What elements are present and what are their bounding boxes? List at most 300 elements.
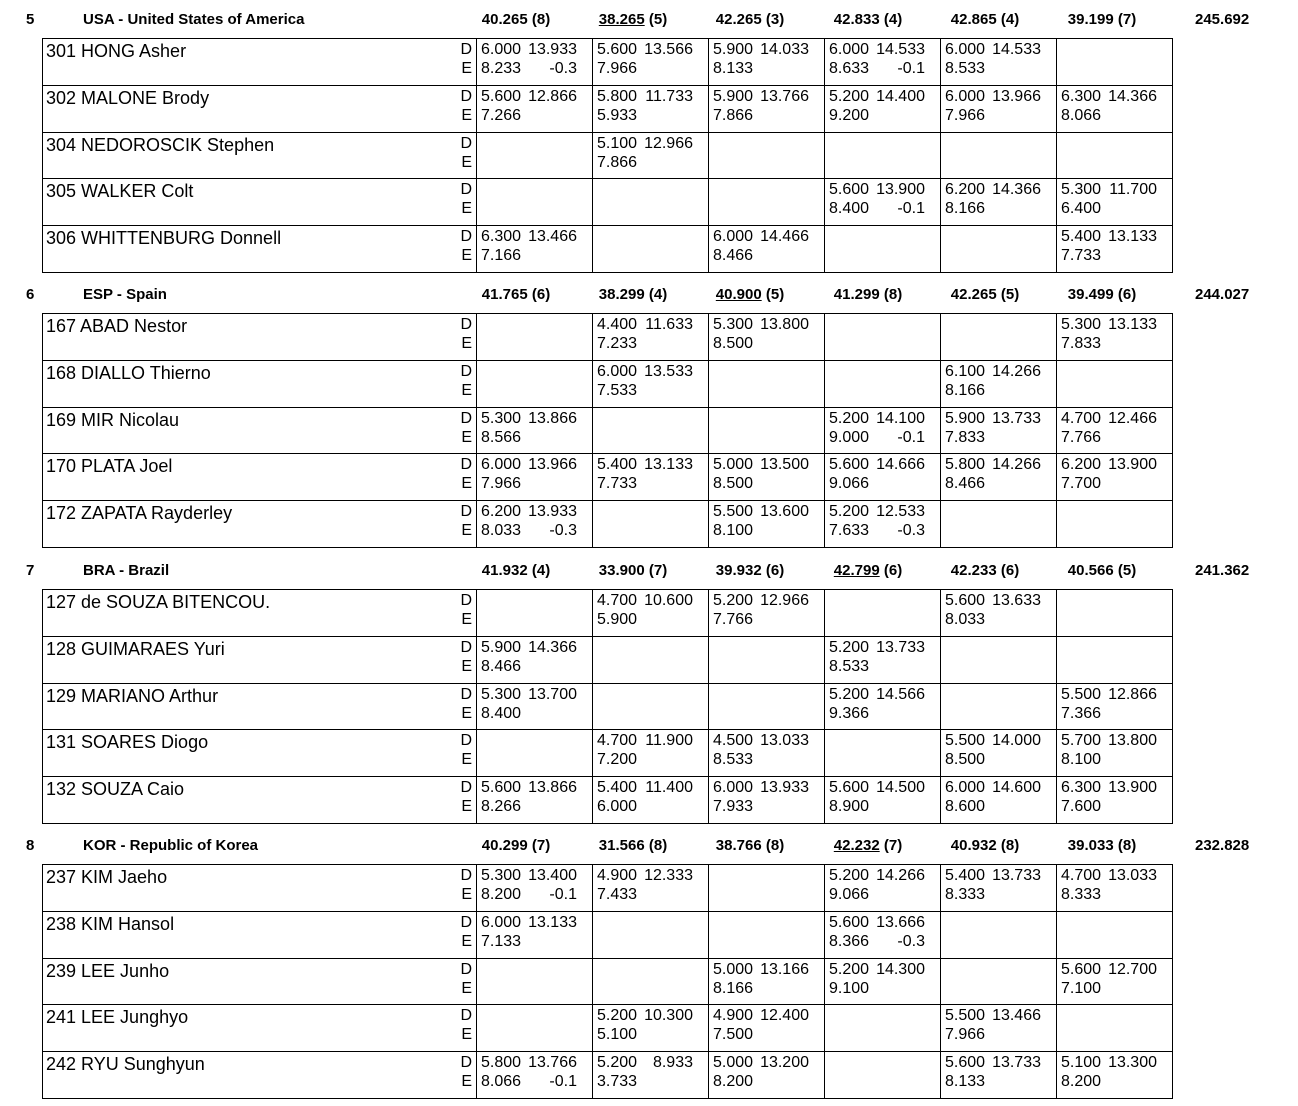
e-score: 7.266: [481, 106, 522, 124]
apparatus-total: [1047, 11, 1157, 28]
score-cell: [941, 636, 1057, 683]
final-score: 12.400: [760, 1007, 809, 1025]
final-score: 13.866: [528, 409, 577, 427]
penalty: [1105, 474, 1157, 493]
score-cell: [477, 683, 593, 730]
score-line-e: [829, 885, 940, 904]
e-score: 7.500: [713, 1026, 754, 1044]
penalty: [757, 106, 809, 125]
final-score: 12.333: [644, 867, 693, 884]
score-line-d: [945, 731, 1056, 750]
apparatus-score: 40.566: [1067, 562, 1114, 579]
team-header: [0, 826, 1298, 864]
d-score: 6.000: [945, 779, 986, 797]
e-score: 7.933: [713, 798, 754, 816]
score-line-d: [945, 40, 1056, 59]
score-line-d: [481, 502, 592, 521]
apparatus-score: 42.265: [715, 11, 762, 28]
d-label: D: [460, 409, 472, 427]
apparatus-rank: (4): [648, 286, 668, 303]
apparatus-score: 38.766: [715, 837, 762, 854]
e-score: 8.266: [481, 798, 522, 816]
score-cell: [593, 777, 709, 824]
penalty: [525, 704, 577, 723]
apparatus-total: [930, 562, 1040, 579]
score-cell: [941, 590, 1057, 637]
de-labels: [456, 590, 477, 637]
e-score: 7.833: [945, 428, 986, 446]
score-line-e: [481, 657, 592, 676]
final-score: 13.966: [992, 87, 1041, 105]
penalty: [1105, 750, 1157, 769]
score-cell: [941, 777, 1057, 824]
d-label: D: [460, 134, 472, 152]
score-line-e: [1061, 334, 1172, 353]
penalty: [641, 381, 693, 400]
final-score: 14.300: [876, 960, 925, 978]
score-cell: [593, 958, 709, 1005]
e-label: E: [461, 200, 472, 218]
final-score: 14.366: [1108, 87, 1157, 105]
final-score: 13.700: [528, 685, 577, 703]
score-line-e: [481, 704, 592, 723]
score-cell: [941, 1052, 1057, 1099]
e-score: 7.766: [1061, 428, 1102, 446]
apparatus-rank: (4): [531, 562, 551, 579]
score-line-e: [945, 381, 1056, 400]
e-label: E: [461, 335, 472, 352]
score-cell: [593, 226, 709, 273]
apparatus-rank: (7): [648, 562, 668, 579]
penalty: [525, 797, 577, 816]
e-score: 7.433: [597, 886, 638, 903]
team-block: [0, 275, 1298, 540]
e-label: E: [461, 475, 472, 493]
score-line-d: [713, 1053, 824, 1072]
penalty: [757, 59, 809, 78]
score-line-e: [1061, 750, 1172, 769]
score-cell: [1057, 360, 1173, 407]
score-line-e: [481, 474, 592, 493]
score-line-e: [481, 59, 592, 78]
apparatus-total: [461, 837, 571, 854]
d-score: 6.000: [713, 779, 754, 797]
score-line-d: [1061, 315, 1172, 334]
apparatus-score: 38.265: [598, 11, 645, 28]
e-score: 8.900: [829, 798, 870, 816]
de-labels: [456, 407, 477, 454]
score-cell: [1057, 590, 1173, 637]
e-score: 8.533: [945, 60, 986, 77]
score-cell: [593, 314, 709, 361]
team-header: [0, 551, 1298, 589]
apparatus-rank: (6): [765, 562, 785, 579]
score-cell: [477, 179, 593, 226]
penalty: [989, 381, 1041, 400]
final-score: 12.866: [1108, 685, 1157, 703]
apparatus-score: 40.900: [715, 286, 762, 303]
score-cell: [941, 730, 1057, 777]
team-rank: 7: [26, 562, 35, 579]
team-rank: 6: [26, 286, 35, 303]
d-score: 5.800: [945, 456, 986, 474]
athlete-name: 306 WHITTENBURG Donnell: [43, 226, 457, 273]
score-cell: [941, 132, 1057, 179]
apparatus-score: 40.265: [481, 11, 528, 28]
score-line-e: [945, 610, 1056, 629]
score-cell: [593, 590, 709, 637]
apparatus-rank: (5): [1117, 562, 1137, 579]
score-line-e: [597, 797, 708, 816]
e-score: 5.933: [597, 106, 638, 124]
d-score: 4.700: [1061, 409, 1102, 427]
score-cell: [1057, 911, 1173, 958]
final-score: 14.533: [876, 41, 925, 58]
score-cell: [709, 1005, 825, 1052]
penalty: [757, 1025, 809, 1044]
score-cell: [1057, 865, 1173, 912]
apparatus-rank: (4): [883, 11, 903, 28]
score-cell: [477, 85, 593, 132]
score-line-d: [1061, 866, 1172, 885]
d-label: D: [460, 456, 472, 474]
score-cell: [1057, 39, 1173, 86]
score-line-e: [1061, 797, 1172, 816]
score-cell: [1057, 1052, 1173, 1099]
e-score: 8.166: [945, 381, 986, 399]
score-line-d: [713, 960, 824, 979]
score-line-d: [597, 87, 708, 106]
apparatus-rank: (7): [1117, 11, 1137, 28]
score-line-e: [1061, 199, 1172, 218]
penalty: [989, 428, 1041, 447]
penalty: -0.3: [549, 522, 577, 540]
score-line-d: [713, 40, 824, 59]
apparatus-total: [578, 11, 688, 28]
d-score: 5.200: [829, 409, 870, 427]
score-line-e: [481, 106, 592, 125]
final-score: 14.266: [992, 456, 1041, 474]
apparatus-rank: (7): [531, 837, 551, 854]
table-row: [43, 730, 1173, 777]
score-line-d: [1061, 731, 1172, 750]
e-score: 7.966: [945, 1026, 986, 1044]
score-line-e: [945, 1025, 1056, 1044]
penalty: [641, 885, 693, 904]
athlete-name: 239 LEE Junho: [43, 958, 457, 1005]
penalty: [757, 1072, 809, 1091]
score-cell: [825, 683, 941, 730]
team-total: 245.692: [1195, 11, 1250, 28]
e-score: 7.233: [597, 335, 638, 352]
score-cell: [593, 360, 709, 407]
score-cell: [709, 226, 825, 273]
score-cell: [477, 730, 593, 777]
score-line-e: [597, 474, 708, 493]
score-cell: [593, 636, 709, 683]
score-line-d: [829, 960, 940, 979]
score-line-d: [829, 685, 940, 704]
penalty: [757, 797, 809, 816]
final-score: 14.400: [876, 87, 925, 105]
penalty: [641, 106, 693, 125]
d-score: 5.000: [713, 456, 754, 474]
score-cell: [825, 407, 941, 454]
score-line-e: [829, 932, 940, 951]
de-labels: [456, 454, 477, 501]
score-line-d: [945, 1006, 1056, 1025]
penalty: [525, 474, 577, 493]
score-line-e: [945, 750, 1056, 769]
apparatus-score: 40.932: [950, 837, 997, 854]
final-score: 13.200: [760, 1054, 809, 1072]
d-score: 5.600: [829, 456, 870, 474]
penalty: [989, 797, 1041, 816]
table-row: [43, 590, 1173, 637]
final-score: 13.866: [528, 779, 577, 797]
score-cell: [1057, 636, 1173, 683]
team-total: 241.362: [1195, 562, 1250, 579]
score-cell: [593, 1005, 709, 1052]
d-score: 5.500: [1061, 685, 1102, 703]
athlete-name: 237 KIM Jaeho: [43, 865, 457, 912]
athlete-name: 170 PLATA Joel: [43, 454, 457, 501]
score-line-d: [713, 87, 824, 106]
final-score: 14.000: [992, 732, 1041, 750]
penalty: [641, 1072, 693, 1091]
score-line-d: [1061, 409, 1172, 428]
apparatus-rank: (4): [1000, 11, 1020, 28]
score-line-e: [597, 1025, 708, 1044]
team-block: [0, 551, 1298, 816]
score-cell: [941, 314, 1057, 361]
score-line-d: [1061, 1053, 1172, 1072]
athlete-name: 131 SOARES Diogo: [43, 730, 457, 777]
d-score: 5.400: [1061, 228, 1102, 246]
score-line-e: [481, 1072, 592, 1091]
score-line-e: [713, 797, 824, 816]
e-score: 7.533: [597, 381, 638, 399]
final-score: 13.966: [528, 456, 577, 474]
apparatus-total: [695, 11, 805, 28]
d-label: D: [460, 867, 472, 884]
d-score: 5.500: [945, 1007, 986, 1025]
final-score: 13.733: [992, 1054, 1041, 1072]
d-score: 5.500: [713, 503, 754, 521]
score-line-d: [481, 87, 592, 106]
apparatus-total: [930, 837, 1040, 854]
e-score: 8.466: [481, 657, 522, 675]
apparatus-total: [813, 562, 923, 579]
penalty: [525, 657, 577, 676]
athlete-table: [42, 589, 1173, 824]
apparatus-total: [930, 286, 1040, 303]
e-score: 7.100: [1061, 979, 1102, 997]
score-line-e: [713, 334, 824, 353]
score-cell: [477, 590, 593, 637]
score-cell: [477, 958, 593, 1005]
penalty: [873, 657, 925, 676]
apparatus-rank: (8): [1000, 837, 1020, 854]
d-score: 5.500: [945, 732, 986, 750]
score-cell: [941, 911, 1057, 958]
penalty: [641, 797, 693, 816]
d-score: 5.900: [945, 409, 986, 427]
team-name: BRA - Brazil: [83, 562, 170, 579]
e-score: 8.100: [1061, 751, 1102, 769]
d-label: D: [460, 181, 472, 199]
score-line-d: [829, 455, 940, 474]
d-score: 6.300: [1061, 87, 1102, 105]
final-score: 11.733: [645, 87, 693, 105]
score-line-d: [597, 455, 708, 474]
final-score: 13.566: [644, 41, 693, 58]
apparatus-rank: (8): [648, 837, 668, 854]
d-score: 5.600: [945, 1054, 986, 1072]
score-cell: [709, 590, 825, 637]
table-row: [43, 683, 1173, 730]
score-line-e: [1061, 428, 1172, 447]
d-score: 5.600: [829, 779, 870, 797]
e-score: 8.033: [481, 522, 522, 540]
d-score: 4.500: [713, 732, 754, 750]
score-cell: [709, 85, 825, 132]
de-labels: [456, 683, 477, 730]
final-score: 13.666: [876, 913, 925, 931]
table-row: [43, 1052, 1173, 1099]
apparatus-rank: (5): [1000, 286, 1020, 303]
e-score: 8.366: [829, 932, 870, 950]
score-line-e: [597, 59, 708, 78]
final-score: 14.266: [876, 867, 925, 884]
apparatus-total: [695, 286, 805, 303]
d-label: D: [460, 685, 472, 703]
score-line-d: [1061, 960, 1172, 979]
table-row: [43, 636, 1173, 683]
final-score: 10.300: [644, 1007, 693, 1025]
table-row: [43, 132, 1173, 179]
e-score: 8.133: [713, 60, 754, 77]
score-cell: [941, 407, 1057, 454]
e-score: 7.700: [1061, 475, 1102, 493]
table-row: [43, 407, 1173, 454]
athlete-name: 238 KIM Hansol: [43, 911, 457, 958]
penalty: [989, 59, 1041, 78]
apparatus-rank: (6): [531, 286, 551, 303]
score-line-e: [829, 199, 940, 218]
score-line-e: [829, 657, 940, 676]
d-score: 4.700: [597, 732, 638, 750]
score-cell: [941, 1005, 1057, 1052]
e-score: 9.066: [829, 475, 870, 493]
apparatus-rank: (6): [1000, 562, 1020, 579]
score-line-e: [945, 59, 1056, 78]
d-score: 5.200: [597, 1054, 638, 1072]
score-line-d: [945, 866, 1056, 885]
score-line-e: [713, 59, 824, 78]
score-cell: [825, 501, 941, 548]
final-score: 14.566: [876, 685, 925, 703]
athlete-name: 302 MALONE Brody: [43, 85, 457, 132]
score-cell: [825, 132, 941, 179]
penalty: [757, 474, 809, 493]
score-cell: [825, 179, 941, 226]
final-score: 13.800: [760, 316, 809, 333]
score-cell: [825, 360, 941, 407]
d-label: D: [460, 913, 472, 931]
athlete-table: [42, 864, 1173, 1099]
apparatus-score: 42.833: [833, 11, 880, 28]
final-score: 12.466: [1108, 409, 1157, 427]
final-score: 13.733: [876, 638, 925, 656]
apparatus-score: 38.299: [598, 286, 645, 303]
e-score: 8.200: [1061, 1073, 1102, 1091]
e-label: E: [461, 932, 472, 950]
score-cell: [593, 132, 709, 179]
score-cell: [709, 501, 825, 548]
d-score: 5.200: [829, 685, 870, 703]
e-score: 8.500: [713, 475, 754, 493]
score-cell: [941, 360, 1057, 407]
e-score: 7.166: [481, 247, 522, 265]
score-cell: [593, 911, 709, 958]
d-score: 5.300: [481, 409, 522, 427]
score-cell: [709, 777, 825, 824]
penalty: [641, 59, 693, 78]
d-score: 6.000: [945, 41, 986, 58]
de-labels: [456, 39, 477, 86]
final-score: 13.400: [528, 867, 577, 884]
score-line-d: [597, 591, 708, 610]
final-score: 14.600: [992, 779, 1041, 797]
apparatus-score: 42.232: [833, 837, 880, 854]
score-cell: [477, 314, 593, 361]
score-line-d: [829, 866, 940, 885]
e-score: 9.066: [829, 886, 870, 903]
final-score: 14.366: [992, 181, 1041, 199]
score-cell: [941, 226, 1057, 273]
d-label: D: [460, 732, 472, 750]
e-score: 8.066: [1061, 106, 1102, 124]
score-cell: [1057, 179, 1173, 226]
score-cell: [477, 132, 593, 179]
score-line-d: [597, 362, 708, 381]
d-label: D: [460, 228, 472, 246]
penalty: -0.3: [897, 522, 925, 540]
score-cell: [477, 454, 593, 501]
score-line-e: [597, 750, 708, 769]
d-score: 5.100: [1061, 1054, 1102, 1072]
score-line-e: [597, 610, 708, 629]
final-score: 8.933: [652, 1054, 693, 1072]
score-cell: [593, 454, 709, 501]
apparatus-rank: (6): [1117, 286, 1137, 303]
score-cell: [1057, 314, 1173, 361]
e-score: 8.600: [945, 798, 986, 816]
penalty: [1105, 199, 1157, 218]
de-labels: [456, 958, 477, 1005]
e-score: 9.000: [829, 428, 870, 446]
score-line-d: [1061, 455, 1172, 474]
score-cell: [825, 911, 941, 958]
score-cell: [825, 865, 941, 912]
apparatus-total: [813, 11, 923, 28]
d-score: 6.000: [481, 41, 522, 58]
e-score: 7.200: [597, 751, 638, 769]
d-score: 5.300: [481, 685, 522, 703]
d-score: 6.000: [945, 87, 986, 105]
score-line-e: [597, 1072, 708, 1091]
